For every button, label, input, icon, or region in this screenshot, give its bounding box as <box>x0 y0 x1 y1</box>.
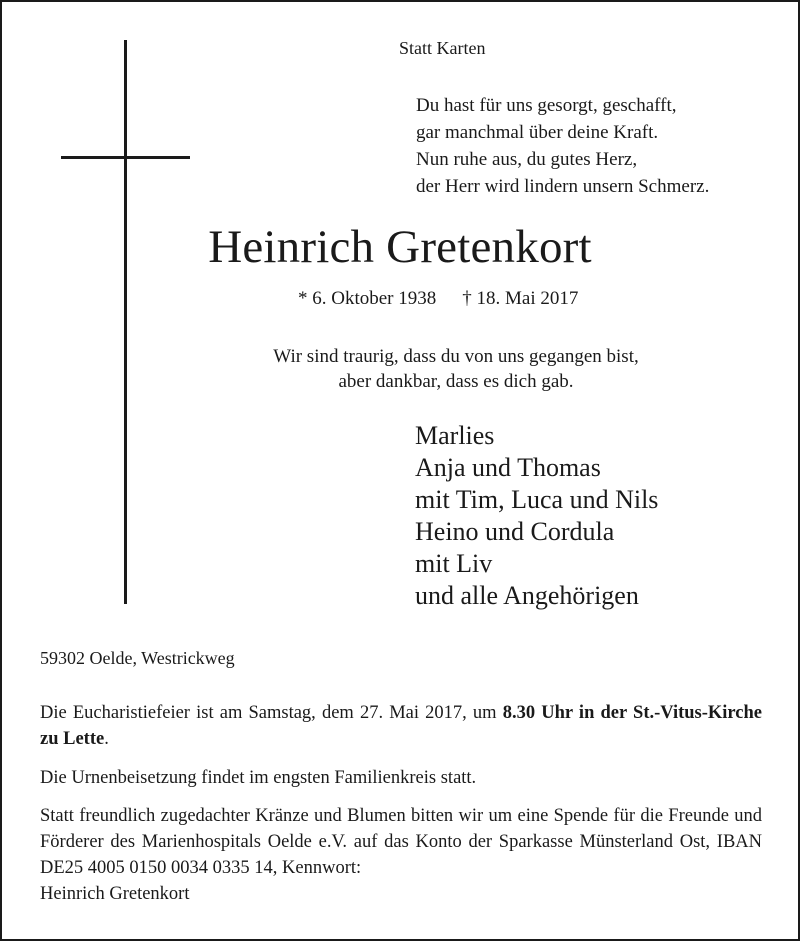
address: 59302 Oelde, Westrickweg <box>40 648 235 668</box>
quote-line: Wir sind traurig, dass du von uns gegangen bist, <box>273 346 639 367</box>
family-member: mit Tim, Luca und Nils <box>415 485 659 514</box>
poem <box>416 92 709 200</box>
family-member: Anja und Thomas <box>415 453 601 482</box>
farewell-quote <box>2 344 800 394</box>
service-text: Die Eucharistiefeier ist am Samstag, dem 27. Mai 2017, um <box>40 703 503 723</box>
poem-line: Du hast für uns gesorgt, geschafft, <box>416 95 677 116</box>
poem-line: gar manchmal über deine Kraft. <box>416 122 659 143</box>
family-member: Marlies <box>415 421 495 450</box>
birth-date: * 6. Oktober 1938 <box>298 288 437 309</box>
poem-line: der Herr wird lindern unsern Schmerz. <box>416 176 710 197</box>
service-info <box>40 700 762 752</box>
donation-info <box>40 803 762 907</box>
burial-info: Die Urnenbeisetzung findet im engsten Familienkreis statt. <box>40 768 477 788</box>
quote-line: aber dankbar, dass es dich gab. <box>338 371 574 392</box>
service-time-location: 8.30 Uhr in der St.-Vitus-Kirche zu Lette <box>40 703 763 749</box>
cross-icon-vertical-beam <box>124 40 127 604</box>
deceased-name: Heinrich Gretenkort <box>208 221 592 273</box>
family-member: Heino und Cordula <box>415 517 615 546</box>
donation-keyword: Heinrich Gretenkort <box>40 884 190 904</box>
life-dates <box>298 288 578 310</box>
cross-icon-horizontal-beam <box>61 156 190 159</box>
family-member: mit Liv <box>415 549 493 578</box>
family-member: und alle Angehörigen <box>415 581 639 610</box>
family-list <box>415 420 658 612</box>
donation-text: Statt freundlich zugedachter Kränze und Blumen bitten wir um eine Spende für die Freunde und Förderer des Marienhospitals Oelde e.V. auf das Konto der Sparkasse Münsterland Ost, IBAN DE25 4005 0150 0034 0335 14, Kennwort: <box>40 806 762 878</box>
service-text-end: . <box>104 729 109 749</box>
death-date: † 18. Mai 2017 <box>462 288 579 309</box>
statt-karten-label: Statt Karten <box>399 38 486 58</box>
poem-line: Nun ruhe aus, du gutes Herz, <box>416 149 638 170</box>
